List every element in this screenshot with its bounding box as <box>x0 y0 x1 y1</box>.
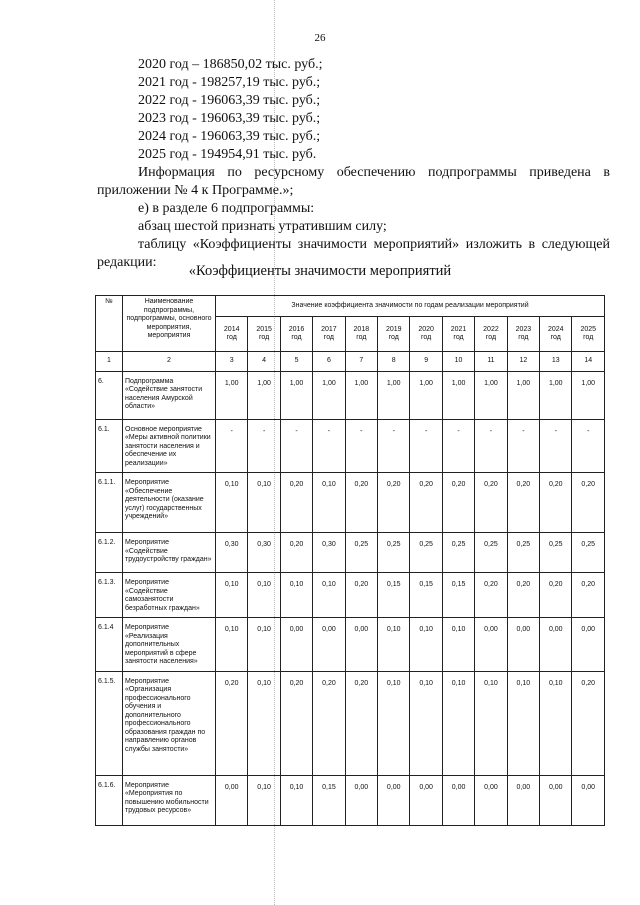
column-index-cell: 14 <box>572 352 605 372</box>
column-index-cell: 6 <box>313 352 345 372</box>
row-value: 0,20 <box>442 473 474 533</box>
row-value: - <box>507 419 539 473</box>
budget-line-2025: 2025 год - 194954,91 тыс. руб. <box>138 147 317 162</box>
row-value: 0,20 <box>540 473 572 533</box>
row-value: 0,10 <box>313 573 345 618</box>
row-value: 0,00 <box>442 775 474 825</box>
header-year-11: 2025 год <box>572 317 605 352</box>
row-value: 0,20 <box>345 573 377 618</box>
row-value: 0,20 <box>345 473 377 533</box>
row-value: 0,10 <box>248 573 280 618</box>
row-value: 0,00 <box>216 775 248 825</box>
row-value: 0,20 <box>410 473 442 533</box>
header-year-9: 2023 год <box>507 317 539 352</box>
budget-line-2020: 2020 год – 186850,02 тыс. руб.; <box>138 57 323 72</box>
column-index-cell: 10 <box>442 352 474 372</box>
table-title: «Коэффициенты значимости мероприятий <box>188 263 452 279</box>
row-value: 0,15 <box>410 573 442 618</box>
row-value: 0,10 <box>442 618 474 672</box>
row-value: 1,00 <box>507 371 539 419</box>
row-value: 0,25 <box>540 533 572 573</box>
header-year-3: 2017 год <box>313 317 345 352</box>
row-value: 0,10 <box>475 671 507 775</box>
row-value: 0,10 <box>280 775 312 825</box>
row-value: 1,00 <box>280 371 312 419</box>
row-value: 0,30 <box>248 533 280 573</box>
row-value: 0,00 <box>345 618 377 672</box>
row-name: Мероприятие «Мероприятия по повышению мобильности трудовых ресурсов» <box>123 775 216 825</box>
row-value: - <box>345 419 377 473</box>
row-value: - <box>313 419 345 473</box>
column-index-cell: 7 <box>345 352 377 372</box>
row-value: - <box>475 419 507 473</box>
row-value: 0,10 <box>378 618 410 672</box>
column-index-cell: 4 <box>248 352 280 372</box>
row-value: 1,00 <box>572 371 605 419</box>
row-value: 0,00 <box>572 618 605 672</box>
resource-paragraph: Информация по ресурсному обеспечению подпрограммы приведена в приложении № 4 к Программе.»; <box>97 165 610 198</box>
row-name: Мероприятие «Обеспечение деятельности (оказание услуг) государственных учреждений» <box>123 473 216 533</box>
table-row <box>96 573 605 618</box>
row-value: 0,00 <box>378 775 410 825</box>
header-year-group: Значение коэффициента значимости по годам реализации мероприятий <box>216 296 605 317</box>
row-value: 0,00 <box>475 775 507 825</box>
row-value: 0,10 <box>507 671 539 775</box>
row-value: 0,20 <box>313 671 345 775</box>
row-value: 0,20 <box>280 473 312 533</box>
row-value: 0,00 <box>507 618 539 672</box>
row-value: 0,00 <box>280 618 312 672</box>
row-value: 0,20 <box>475 573 507 618</box>
item-abzac: абзац шестой признать утратившим силу; <box>138 219 387 234</box>
row-name: Мероприятие «Содействие самозанятости безработных граждан» <box>123 573 216 618</box>
row-value: 1,00 <box>540 371 572 419</box>
row-value: 0,25 <box>572 533 605 573</box>
row-value: 0,30 <box>216 533 248 573</box>
row-value: 0,20 <box>507 573 539 618</box>
row-value: - <box>572 419 605 473</box>
row-value: 0,15 <box>313 775 345 825</box>
column-index-cell: 11 <box>475 352 507 372</box>
row-number: 6.1.1. <box>96 473 123 533</box>
column-index-cell: 3 <box>216 352 248 372</box>
table-row <box>96 473 605 533</box>
row-value: 0,20 <box>280 533 312 573</box>
row-value: 0,25 <box>410 533 442 573</box>
row-value: 0,10 <box>410 618 442 672</box>
page-number: 26 <box>314 32 326 44</box>
header-year-5: 2019 год <box>378 317 410 352</box>
table-body <box>96 352 605 826</box>
table-row <box>96 419 605 473</box>
row-value: - <box>442 419 474 473</box>
column-index-cell: 12 <box>507 352 539 372</box>
row-value: 0,20 <box>345 671 377 775</box>
table-intro-paragraph: таблицу «Коэффициенты значимости мероприятий» изложить в следующей редакции: <box>97 237 610 270</box>
row-value: 0,20 <box>507 473 539 533</box>
row-value: 0,10 <box>248 671 280 775</box>
row-name: Основное мероприятие «Меры активной политики занятости населения и обеспечение их реализации» <box>123 419 216 473</box>
row-value: 0,10 <box>248 775 280 825</box>
header-year-0: 2014 год <box>216 317 248 352</box>
row-value: 0,00 <box>507 775 539 825</box>
row-value: 0,20 <box>540 573 572 618</box>
row-value: 0,10 <box>280 573 312 618</box>
row-value: 1,00 <box>345 371 377 419</box>
row-value: 0,00 <box>345 775 377 825</box>
row-value: - <box>410 419 442 473</box>
row-value: 0,10 <box>216 573 248 618</box>
budget-line-2024: 2024 год - 196063,39 тыс. руб.; <box>138 129 321 144</box>
row-value: 1,00 <box>216 371 248 419</box>
row-value: 0,10 <box>248 473 280 533</box>
row-value: 0,15 <box>378 573 410 618</box>
row-value: 1,00 <box>410 371 442 419</box>
header-number: № <box>96 296 123 352</box>
row-value: 1,00 <box>248 371 280 419</box>
table-row <box>96 618 605 672</box>
row-value: 0,10 <box>410 671 442 775</box>
column-index-cell: 8 <box>378 352 410 372</box>
header-year-10: 2024 год <box>540 317 572 352</box>
row-value: - <box>248 419 280 473</box>
row-number: 6.1.5. <box>96 671 123 775</box>
row-value: 1,00 <box>475 371 507 419</box>
table-row <box>96 775 605 825</box>
row-number: 6.1.4 <box>96 618 123 672</box>
row-name: Мероприятие «Организация профессионального обучения и дополнительного профессионального образования граждан по направлению органов службы занятости» <box>123 671 216 775</box>
row-value: 1,00 <box>313 371 345 419</box>
row-value: 0,10 <box>313 473 345 533</box>
row-value: 0,10 <box>216 618 248 672</box>
row-name: Подпрограмма «Содействие занятости населения Амурской области» <box>123 371 216 419</box>
header-year-7: 2021 год <box>442 317 474 352</box>
budget-line-2022: 2022 год - 196063,39 тыс. руб.; <box>138 93 321 108</box>
row-value: 0,20 <box>572 671 605 775</box>
header-year-2: 2016 год <box>280 317 312 352</box>
table-row <box>96 671 605 775</box>
column-index-cell: 5 <box>280 352 312 372</box>
row-value: 0,20 <box>572 473 605 533</box>
row-value: 0,25 <box>378 533 410 573</box>
row-value: 0,10 <box>216 473 248 533</box>
row-value: 1,00 <box>442 371 474 419</box>
row-value: 0,20 <box>475 473 507 533</box>
header-year-6: 2020 год <box>410 317 442 352</box>
row-value: - <box>378 419 410 473</box>
row-value: 0,15 <box>442 573 474 618</box>
column-index-cell: 13 <box>540 352 572 372</box>
row-value: 0,00 <box>540 775 572 825</box>
row-number: 6.1.2. <box>96 533 123 573</box>
row-value: 0,30 <box>313 533 345 573</box>
row-value: 0,25 <box>507 533 539 573</box>
column-index-cell: 9 <box>410 352 442 372</box>
column-index-cell: 1 <box>96 352 123 372</box>
row-value: 0,00 <box>410 775 442 825</box>
row-value: 0,00 <box>540 618 572 672</box>
table-row <box>96 533 605 573</box>
row-value: 0,10 <box>442 671 474 775</box>
row-value: - <box>540 419 572 473</box>
row-value: 0,10 <box>540 671 572 775</box>
row-value: 0,20 <box>378 473 410 533</box>
row-number: 6.1.6. <box>96 775 123 825</box>
column-index-row <box>96 352 605 372</box>
row-value: 1,00 <box>378 371 410 419</box>
row-value: - <box>216 419 248 473</box>
row-value: 0,20 <box>216 671 248 775</box>
item-e: е) в разделе 6 подпрограммы: <box>138 201 315 216</box>
budget-line-2021: 2021 год - 198257,19 тыс. руб.; <box>138 75 321 90</box>
row-value: - <box>280 419 312 473</box>
header-name: Наименование подпрограммы, подпрограммы, основного мероприятия, мероприятия <box>123 296 216 352</box>
row-value: 0,00 <box>313 618 345 672</box>
row-value: 0,00 <box>475 618 507 672</box>
row-value: 0,00 <box>572 775 605 825</box>
row-name: Мероприятие «Содействие трудоустройству граждан» <box>123 533 216 573</box>
header-year-8: 2022 год <box>475 317 507 352</box>
row-value: 0,10 <box>248 618 280 672</box>
row-value: 0,25 <box>345 533 377 573</box>
row-value: 0,10 <box>378 671 410 775</box>
header-year-4: 2018 год <box>345 317 377 352</box>
column-index-cell: 2 <box>123 352 216 372</box>
row-value: 0,20 <box>280 671 312 775</box>
budget-line-2023: 2023 год - 196063,39 тыс. руб.; <box>138 111 321 126</box>
table-row <box>96 371 605 419</box>
header-year-1: 2015 год <box>248 317 280 352</box>
row-value: 0,20 <box>572 573 605 618</box>
coefficients-table <box>95 295 605 826</box>
row-number: 6.1.3. <box>96 573 123 618</box>
row-name: Мероприятие «Реализация дополнительных мероприятий в сфере занятости населения» <box>123 618 216 672</box>
row-value: 0,25 <box>442 533 474 573</box>
row-value: 0,25 <box>475 533 507 573</box>
row-number: 6. <box>96 371 123 419</box>
row-number: 6.1. <box>96 419 123 473</box>
